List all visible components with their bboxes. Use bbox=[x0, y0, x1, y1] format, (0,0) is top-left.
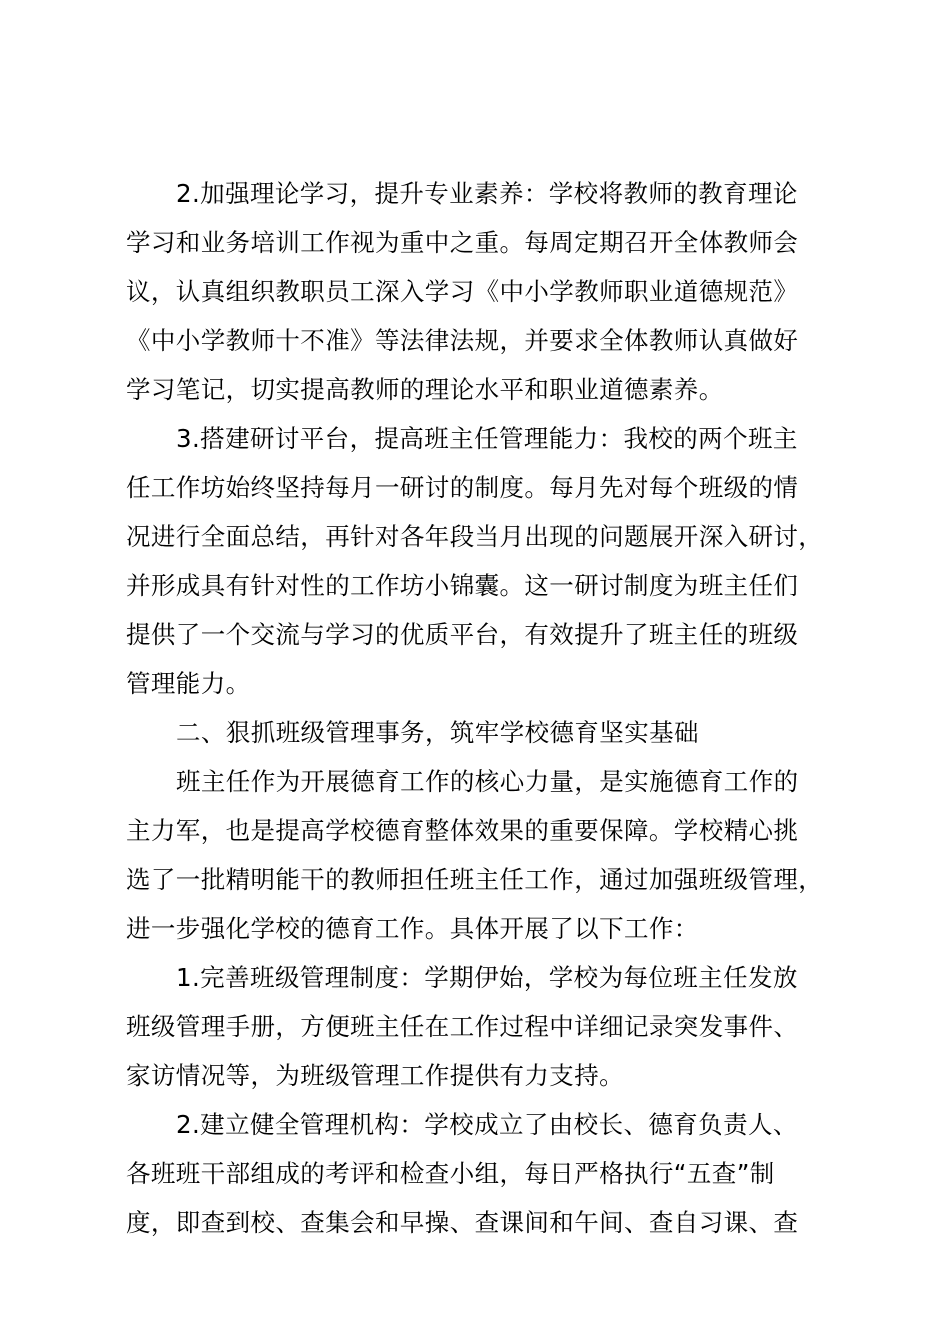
paragraph-line: 《中小学教师十不准》等法律法规，并要求全体教师认真做好 bbox=[126, 326, 799, 355]
paragraph-line: 1.完善班级管理制度：学期伊始，学校为每位班主任发放 bbox=[176, 963, 798, 992]
paragraph-line: 班级管理手册，方便班主任在工作过程中详细记录突发事件、 bbox=[126, 1012, 799, 1041]
paragraph-line: 2.加强理论学习，提升专业素养：学校将教师的教育理论 bbox=[176, 179, 798, 208]
paragraph-line: 学习笔记，切实提高教师的理论水平和职业道德素养。 bbox=[126, 375, 724, 404]
paragraph-line: 管理能力。 bbox=[126, 669, 251, 698]
paragraph-line: 主力军，也是提高学校德育整体效果的重要保障。学校精心挑 bbox=[126, 816, 799, 845]
paragraph-line: 班主任作为开展德育工作的核心力量，是实施德育工作的 bbox=[176, 767, 799, 796]
paragraph-line: 3.搭建研讨平台，提高班主任管理能力：我校的两个班主 bbox=[176, 424, 798, 453]
paragraph-line: 并形成具有针对性的工作坊小锦囊。这一研讨制度为班主任们 bbox=[126, 571, 799, 600]
paragraph-line: 学习和业务培训工作视为重中之重。每周定期召开全体教师会 bbox=[126, 228, 799, 257]
paragraph-line: 各班班干部组成的考评和检查小组，每日严格执行“五查”制 bbox=[126, 1159, 775, 1188]
paragraph-line: 家访情况等，为班级管理工作提供有力支持。 bbox=[126, 1061, 624, 1090]
paragraph-line: 况进行全面总结，再针对各年段当月出现的问题展开深入研讨， bbox=[126, 522, 824, 551]
section-heading: 二、狠抓班级管理事务，筑牢学校德育坚实基础 bbox=[176, 718, 699, 747]
paragraph-line: 提供了一个交流与学习的优质平台，有效提升了班主任的班级 bbox=[126, 620, 799, 649]
paragraph-line: 选了一批精明能干的教师担任班主任工作，通过加强班级管理， bbox=[126, 865, 824, 894]
paragraph-line: 进一步强化学校的德育工作。具体开展了以下工作： bbox=[126, 914, 699, 943]
paragraph-line: 任工作坊始终坚持每月一研讨的制度。每月先对每个班级的情 bbox=[126, 473, 799, 502]
paragraph-line: 2.建立健全管理机构：学校成立了由校长、德育负责人、 bbox=[176, 1110, 798, 1139]
paragraph-line: 议，认真组织教职员工深入学习《中小学教师职业道德规范》 bbox=[126, 277, 799, 306]
paragraph-line: 度，即查到校、查集会和早操、查课间和午间、查自习课、查 bbox=[126, 1208, 799, 1237]
